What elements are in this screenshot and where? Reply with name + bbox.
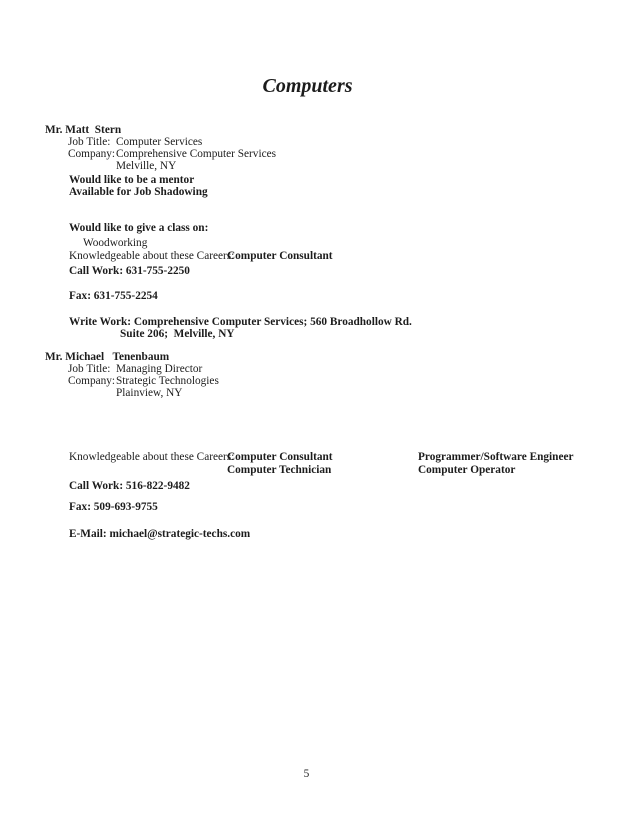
location-line: Melville, NY bbox=[116, 160, 177, 172]
career-item: Computer Consultant bbox=[227, 250, 333, 262]
contact-entry bbox=[0, 351, 638, 540]
page-title: Computers bbox=[262, 75, 353, 97]
contact-entry bbox=[0, 124, 638, 340]
location-line: Plainview, NY bbox=[116, 387, 183, 399]
contact-name: Mr. Michael Tenenbaum bbox=[45, 351, 170, 363]
careers-row bbox=[69, 250, 638, 262]
careers-column-1 bbox=[227, 250, 333, 263]
company-label: Company: bbox=[68, 375, 116, 387]
company-value: Comprehensive Computer Services bbox=[116, 148, 277, 160]
contact-name: Mr. Matt Stern bbox=[45, 124, 122, 136]
job-title-value: Computer Services bbox=[116, 136, 203, 148]
shadowing-line: Available for Job Shadowing bbox=[69, 186, 208, 198]
company-line bbox=[68, 148, 638, 160]
mentor-line: Would like to be a mentor bbox=[69, 174, 195, 186]
call-work-line: Call Work: 516-822-9482 bbox=[69, 480, 190, 492]
job-title-label: Job Title: bbox=[68, 136, 111, 148]
job-title-value: Managing Director bbox=[116, 363, 203, 375]
job-title-line bbox=[68, 136, 638, 148]
careers-label: Knowledgeable about these Careers: bbox=[69, 451, 235, 463]
career-item: Programmer/Software Engineer bbox=[418, 451, 574, 463]
class-heading: Would like to give a class on: bbox=[69, 222, 209, 234]
career-item: Computer Technician bbox=[227, 464, 332, 476]
fax-line: Fax: 631-755-2254 bbox=[69, 290, 158, 302]
company-label: Company: bbox=[68, 148, 116, 160]
company-value: Strategic Technologies bbox=[116, 375, 219, 387]
page-number: 5 bbox=[303, 768, 310, 780]
write-work-line: Write Work: Comprehensive Computer Services; 560 Broadhollow Rd. bbox=[69, 316, 412, 328]
careers-label: Knowledgeable about these Careers: bbox=[69, 250, 235, 262]
fax-line: Fax: 509-693-9755 bbox=[69, 501, 158, 513]
career-item: Computer Consultant bbox=[227, 451, 333, 463]
career-item: Computer Operator bbox=[418, 464, 516, 476]
careers-row bbox=[69, 451, 638, 477]
email-line: E-Mail: michael@strategic-techs.com bbox=[69, 528, 251, 540]
write-work-line-2: Suite 206; Melville, NY bbox=[120, 328, 235, 340]
careers-column-1 bbox=[227, 451, 333, 477]
company-line bbox=[68, 375, 638, 387]
class-subject: Woodworking bbox=[83, 237, 148, 249]
careers-column-2 bbox=[418, 451, 574, 477]
job-title-label: Job Title: bbox=[68, 363, 111, 375]
call-work-line: Call Work: 631-755-2250 bbox=[69, 265, 190, 277]
job-title-line bbox=[68, 363, 638, 375]
